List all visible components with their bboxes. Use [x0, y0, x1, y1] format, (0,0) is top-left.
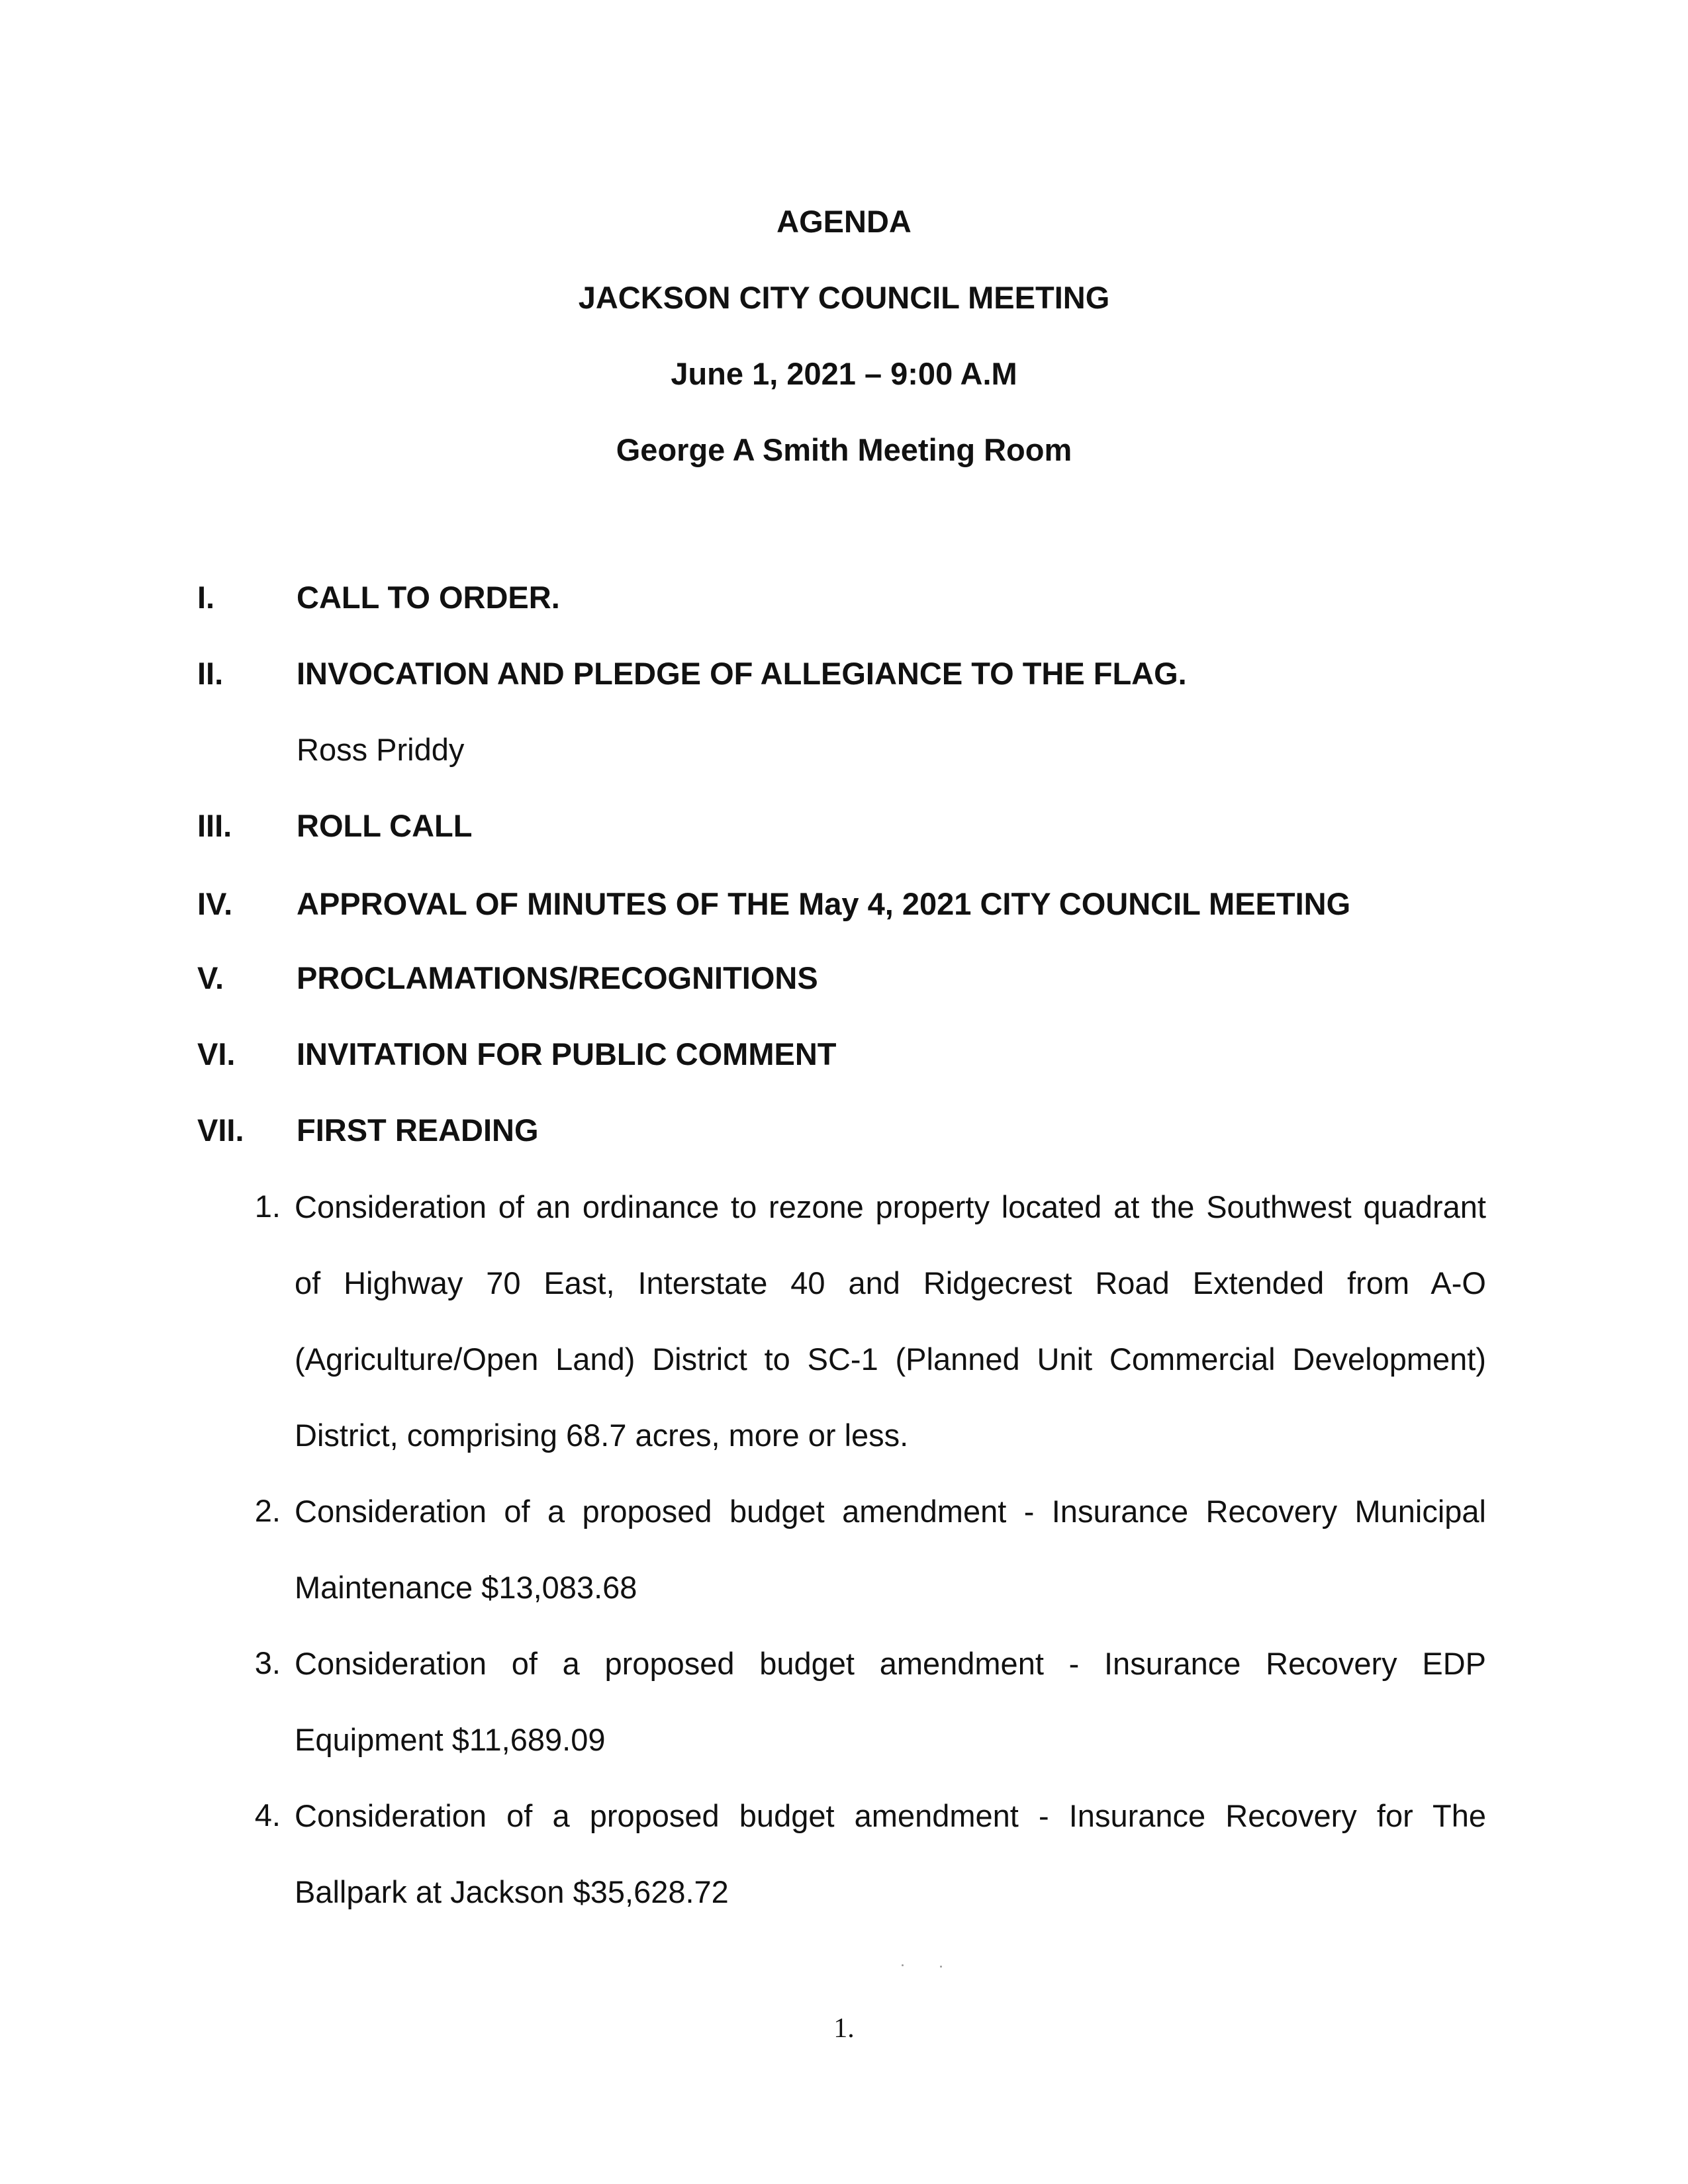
meeting-date-time: June 1, 2021 – 9:00 A.M	[671, 356, 1017, 391]
scan-speck	[940, 1966, 942, 1968]
section-title-public-comment: INVITATION FOR PUBLIC COMMENT	[297, 1036, 837, 1071]
list-item-number: 3.	[254, 1645, 281, 1680]
meeting-location: George A Smith Meeting Room	[616, 432, 1072, 467]
list-item-rezone-ordinance: Consideration of an ordinance to rezone property located at the Southwest quadrant of Highway 70 East, Interstate 40 and Ridgecrest Road Extended from A-O (Agriculture/Open Land) District to SC-1 (Planned Unit Commercial Development) District, comprising 68.7 acres, more or less.	[295, 1189, 1486, 1453]
section-title-approval-of-minutes: APPROVAL OF MINUTES OF THE May 4, 2021 CITY COUNCIL MEETING	[297, 886, 1351, 921]
section-number: I.	[197, 580, 215, 615]
section-title-invocation: INVOCATION AND PLEDGE OF ALLEGIANCE TO THE FLAG.	[297, 656, 1187, 691]
section-number: III.	[197, 808, 232, 843]
list-item-budget-municipal-maintenance: Consideration of a proposed budget amendment - Insurance Recovery Municipal Maintenance $13,083.68	[295, 1494, 1486, 1605]
section-number: V.	[197, 960, 224, 995]
scan-speck	[902, 1964, 904, 1966]
list-item-number: 4.	[254, 1797, 281, 1833]
list-item-budget-edp-equipment: Consideration of a proposed budget amendment - Insurance Recovery EDP Equipment $11,689.09	[295, 1646, 1486, 1757]
section-title-first-reading: FIRST READING	[297, 1113, 539, 1148]
section-number: II.	[197, 656, 224, 691]
list-item-budget-ballpark: Consideration of a proposed budget amendment - Insurance Recovery for The Ballpark at Jackson $35,628.72	[295, 1798, 1486, 1909]
page-number: 1.	[833, 2013, 855, 2044]
invocation-speaker: Ross Priddy	[297, 732, 465, 767]
section-number: VII.	[197, 1113, 244, 1148]
agenda-title: AGENDA	[776, 204, 912, 239]
meeting-name: JACKSON CITY COUNCIL MEETING	[578, 280, 1110, 315]
section-number: IV.	[197, 886, 233, 921]
section-title-call-to-order: CALL TO ORDER.	[297, 580, 560, 615]
list-item-number: 2.	[254, 1493, 281, 1528]
section-title-proclamations: PROCLAMATIONS/RECOGNITIONS	[297, 960, 818, 995]
list-item-number: 1.	[254, 1189, 281, 1224]
section-title-roll-call: ROLL CALL	[297, 808, 473, 843]
section-number: VI.	[197, 1036, 236, 1071]
